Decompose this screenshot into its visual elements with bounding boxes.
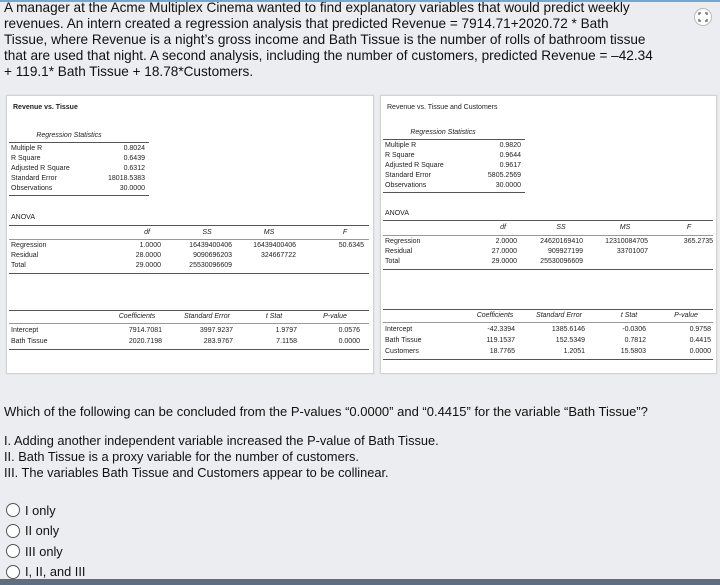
option-label: II only [25,523,60,539]
divider [383,322,713,323]
regression-output-card-1 [6,95,374,374]
stat-value: 0.9617 [499,162,521,169]
cell: 909927199 [547,248,583,255]
cell: -42.3394 [487,326,515,333]
stat-value: 5805.2569 [487,172,521,179]
stat-value: 0.9644 [499,152,521,159]
cell: 29.0000 [491,258,517,265]
table-title: Revenue vs. Tissue [13,104,78,111]
cell: 7914.7081 [128,327,162,334]
divider [9,310,369,311]
cell: 18.7765 [489,348,515,355]
divider [383,139,525,140]
cell: 7.1158 [276,338,297,345]
stat-label: Standard Error [11,175,57,182]
cell: 25530096609 [540,258,583,265]
cell: 283.9767 [203,338,233,345]
column-header: Standard Error [184,313,230,320]
cell: 1.2051 [563,348,585,355]
stat-label: Multiple R [385,142,417,149]
row-label: Regression [11,242,47,249]
radio-icon[interactable] [6,524,20,538]
option-label: III only [25,543,63,559]
stat-label: Adjusted R Square [385,162,444,169]
option-iii-only[interactable] [4,541,85,562]
cell: 50.6345 [338,242,364,249]
regression-statistics-title: Regression Statistics [36,132,102,139]
row-label: Regression [385,238,421,245]
stat-label: Observations [11,185,53,192]
cell: 25530096609 [189,262,232,269]
cell: 1.9797 [275,327,297,334]
statement-item: III. The variables Bath Tissue and Customers appear to be collinear. [4,465,389,480]
option-label: I only [25,502,56,518]
column-header: SS [202,229,212,236]
cell: 1.0000 [139,242,161,249]
stat-label: Standard Error [385,172,431,179]
cell: 3997.9237 [199,327,233,334]
cell: 0.0000 [689,348,711,355]
row-label: Residual [11,252,39,259]
statement-item: II. Bath Tissue is a proxy variable for the number of customers. [4,449,359,464]
regression-output-card-2 [380,95,717,374]
row-label: Intercept [11,327,39,334]
stat-value: 0.8024 [123,145,145,152]
divider [383,235,713,236]
stat-value: 30.0000 [495,182,521,189]
row-label: Customers [385,348,419,355]
stat-value: 18018.5383 [108,175,145,182]
statement-list [4,433,439,481]
answer-options [4,500,85,582]
cell: 2.0000 [495,238,517,245]
divider [9,142,149,143]
cell: 33701007 [616,248,648,255]
cell: 9090696203 [193,252,232,259]
cell: 0.9758 [689,326,711,333]
divider [9,225,369,226]
row-label: Intercept [385,326,413,333]
stat-label: Adjusted R Square [11,165,70,172]
column-header: F [686,224,692,231]
cell: 0.0000 [338,338,360,345]
regression-statistics-title: Regression Statistics [410,129,476,136]
divider [9,349,369,350]
cell: 2020.7198 [128,338,162,345]
cell: 28.0000 [135,252,161,259]
row-label: Residual [385,248,413,255]
radio-icon[interactable] [6,544,20,558]
question-prompt: Which of the following can be concluded from the P-values “0.0000” and “0.4415” for the variable “Bath Tissue”? [4,404,648,419]
column-header: t Stat [620,312,638,319]
cell: 119.1537 [486,337,515,344]
column-header: Coefficients [476,312,514,319]
cell: -0.0306 [622,326,646,333]
column-header: Coefficients [118,313,156,320]
stat-value: 0.9820 [499,142,521,149]
divider [383,269,713,270]
divider [383,220,713,221]
cell: 15.5803 [620,348,646,355]
stat-value: 0.6439 [123,155,145,162]
divider [383,359,713,360]
row-label: Total [11,262,26,269]
anova-title: ANOVA [11,214,35,221]
stat-label: Observations [385,182,427,189]
column-header: Standard Error [536,312,582,319]
stat-label: R Square [385,152,415,159]
column-header: t Stat [265,313,283,320]
cell: 27.0000 [491,248,517,255]
question-text: A manager at the Acme Multiplex Cinema wanted to find explanatory variables that would predict weekly revenues. An intern created a regression analysis that predicted Revenue = 7914.71+2020.72 * Bath Tissue, where Revenue is a night’s gross income and Bath Tissue is the number of rolls of bathroom tissue that are used that night. A second analysis, including the number of customers, predicted Revenue = –42.34 + 119.1* Bath Tissue + 18.78*Customers. [4,0,653,79]
stat-value: 0.6312 [123,165,145,172]
bottom-bar [0,579,720,585]
divider [383,309,713,310]
cell: 16439400406 [189,242,232,249]
cell: 365.2735 [683,238,713,245]
radio-icon[interactable] [6,565,20,579]
row-label: Bath Tissue [385,337,422,344]
stat-label: Multiple R [11,145,43,152]
column-header: df [500,224,506,231]
cell: 324667722 [260,252,296,259]
cell: 1385.6146 [551,326,585,333]
column-header: MS [619,224,631,231]
cell: 0.7812 [624,337,646,344]
column-header: F [342,229,348,236]
row-label: Total [385,258,400,265]
column-header: P-value [323,313,347,320]
anova-title: ANOVA [385,210,409,217]
row-label: Bath Tissue [11,338,48,345]
divider [9,239,369,240]
expand-icon[interactable] [694,8,712,26]
column-header: df [144,229,150,236]
divider [383,192,525,193]
statement-item: I. Adding another independent variable increased the P-value of Bath Tissue. [4,433,439,448]
stat-value: 30.0000 [119,185,145,192]
divider [9,323,369,324]
option-label: I, II, and III [25,564,86,580]
stat-label: R Square [11,155,41,162]
cell: 0.0576 [338,327,360,334]
cell: 0.4415 [689,337,711,344]
divider [9,273,369,274]
cell: 12310084705 [605,238,648,245]
divider [9,195,149,196]
column-header: SS [556,224,566,231]
cell: 152.5349 [555,337,585,344]
cell: 24620169410 [540,238,583,245]
table-title: Revenue vs. Tissue and Customers [387,104,498,111]
column-header: P-value [674,312,698,319]
radio-icon[interactable] [6,503,20,517]
column-header: MS [263,229,275,236]
cell: 16439400406 [253,242,296,249]
option-ii-only[interactable] [4,521,85,542]
cell: 29.0000 [135,262,161,269]
option-i-only[interactable] [4,500,85,521]
